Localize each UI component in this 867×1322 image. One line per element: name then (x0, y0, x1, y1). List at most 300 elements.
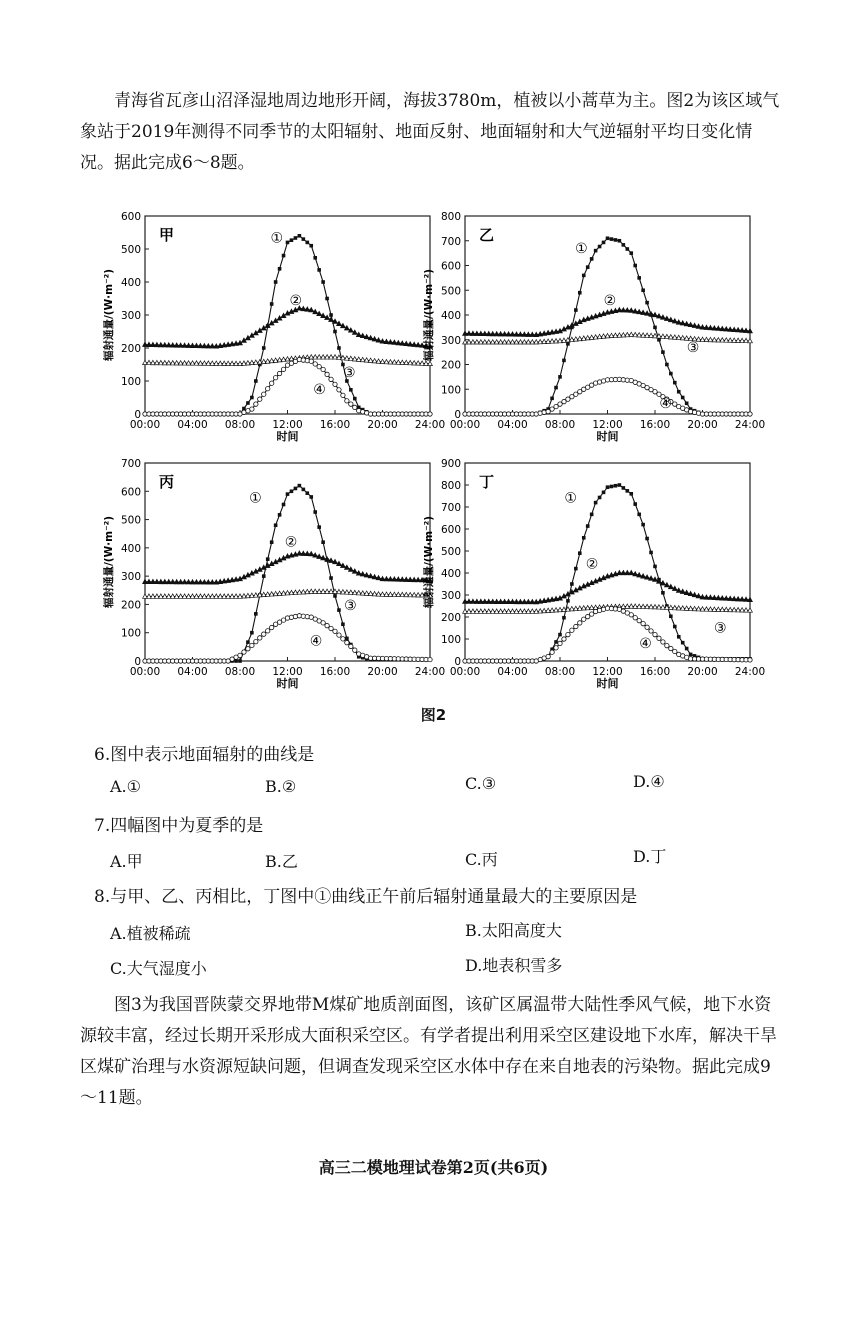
data-point (622, 243, 626, 247)
data-point (325, 372, 329, 376)
series-2 (143, 551, 433, 584)
data-point (645, 537, 649, 541)
data-point (337, 346, 341, 350)
y-tick-label: 800 (440, 480, 461, 492)
data-point (282, 254, 286, 258)
y-tick-label: 800 (440, 211, 461, 223)
data-point (594, 249, 598, 253)
data-point (298, 484, 302, 488)
data-point (566, 632, 570, 636)
data-point (558, 641, 562, 645)
data-point (341, 637, 345, 641)
data-point (653, 632, 657, 636)
data-point (321, 621, 325, 625)
plot-frame (465, 216, 750, 414)
y-tick-label: 700 (440, 235, 461, 248)
data-point (266, 557, 270, 561)
y-tick-label: 0 (454, 656, 461, 668)
data-point (345, 399, 349, 403)
data-point (586, 614, 590, 618)
data-point (250, 643, 254, 647)
data-point (602, 491, 606, 495)
series-2 (143, 306, 433, 348)
data-point (546, 654, 550, 658)
data-point (582, 274, 586, 278)
data-point (274, 280, 278, 284)
data-point (645, 625, 649, 629)
data-point (558, 633, 562, 637)
series-4 (143, 357, 432, 416)
x-tick-label: 24:00 (414, 666, 446, 678)
question-6-stem: 图中表示地面辐射的曲线是 (110, 745, 315, 765)
data-point (313, 510, 317, 514)
data-point (278, 267, 282, 271)
x-tick-label: 20:00 (687, 666, 718, 678)
x-tick-label: 12:00 (592, 419, 623, 431)
data-point (590, 513, 594, 517)
y-tick-label: 100 (120, 627, 141, 640)
x-tick-label: 04:00 (177, 419, 208, 431)
data-point (270, 302, 274, 306)
data-point (653, 565, 657, 569)
data-point (317, 365, 321, 369)
data-point (657, 636, 661, 640)
x-tick-label: 12:00 (272, 666, 303, 678)
data-point (685, 401, 689, 405)
x-tick-label: 16:00 (319, 666, 351, 678)
data-point (629, 492, 633, 496)
data-point (353, 397, 357, 401)
data-point (649, 629, 653, 633)
data-point (302, 237, 306, 241)
data-point (566, 599, 570, 603)
data-point (262, 632, 266, 636)
data-point (550, 397, 554, 401)
series-label-4: ④ (659, 395, 672, 412)
data-point (622, 486, 626, 490)
data-point (582, 536, 586, 540)
question-8-option-d[interactable]: D.地表积雪多 (465, 956, 563, 975)
data-point (586, 265, 590, 269)
data-point (238, 653, 242, 657)
data-point (298, 234, 302, 238)
figure-caption: 图2 (420, 706, 447, 724)
series-label-2: ② (585, 556, 599, 573)
data-point (246, 647, 250, 651)
data-point (254, 639, 258, 643)
x-tick-label: 24:00 (734, 419, 766, 431)
data-point (578, 291, 582, 295)
question-8-number: 8 (94, 887, 105, 907)
data-point (246, 640, 250, 644)
series-3 (143, 589, 433, 598)
data-point (333, 594, 337, 598)
data-point (258, 397, 262, 401)
x-tick-label: 08:00 (224, 666, 256, 678)
data-point (570, 628, 574, 632)
data-point (317, 268, 321, 272)
x-tick-label: 04:00 (177, 666, 208, 678)
y-tick-label: 600 (440, 260, 461, 273)
y-tick-label: 0 (134, 656, 141, 668)
data-point (618, 483, 622, 487)
data-point (349, 402, 353, 406)
data-point (345, 640, 349, 644)
question-6-option-d[interactable]: D.④ (633, 772, 665, 791)
data-point (321, 280, 325, 284)
data-point (558, 375, 562, 379)
data-point (258, 636, 262, 640)
series-label-4: ④ (313, 382, 326, 399)
question-8-option-a[interactable]: A.植被稀疏 (110, 924, 191, 943)
y-tick-label: 200 (120, 599, 141, 612)
data-point (254, 379, 258, 383)
data-point (313, 256, 317, 260)
data-point (266, 629, 270, 633)
data-point (337, 633, 341, 637)
data-point (614, 484, 618, 488)
chart-svg-yi (420, 208, 840, 448)
data-point (637, 618, 641, 622)
data-point (637, 276, 641, 280)
data-point (645, 301, 649, 305)
question-6-option-c[interactable]: C.③ (465, 774, 497, 793)
y-axis-label: 辐射通量/(W·m⁻²) (103, 515, 115, 609)
x-axis-label: 时间 (596, 677, 619, 690)
data-point (278, 513, 282, 517)
data-point (321, 540, 325, 544)
data-point (269, 381, 273, 385)
y-axis-label: 辐射通量/(W·m⁻²) (103, 268, 115, 362)
series-2 (463, 570, 753, 603)
x-tick-label: 00:00 (129, 666, 161, 678)
question-6-number: 6 (94, 745, 105, 765)
data-point (641, 288, 645, 292)
x-axis-label: 时间 (276, 430, 299, 443)
data-point (341, 622, 345, 626)
x-tick-label: 00:00 (129, 419, 161, 431)
data-point (317, 525, 321, 529)
data-point (270, 540, 274, 544)
data-point (637, 513, 641, 517)
data-point (578, 551, 582, 555)
data-point (294, 236, 298, 240)
x-axis-label: 时间 (276, 677, 299, 690)
data-point (554, 386, 558, 390)
y-tick-label: 900 (440, 458, 461, 470)
chart-panel-yi (420, 208, 840, 448)
panel-label: 乙 (479, 226, 495, 244)
y-tick-label: 300 (120, 571, 141, 584)
data-point (345, 637, 349, 641)
data-point (665, 363, 669, 367)
question-8-stem: 与甲、乙、丙相比，丁图中①曲线正午前后辐射通量最大的主要原因是 (110, 887, 638, 907)
data-point (669, 614, 673, 618)
x-tick-label: 16:00 (639, 419, 671, 431)
series-line (145, 236, 430, 414)
series-label-1: ① (270, 230, 284, 247)
series-line (465, 379, 750, 414)
data-point (325, 297, 329, 301)
data-point (337, 608, 341, 612)
series-line (145, 486, 430, 661)
y-tick-label: 500 (120, 244, 141, 256)
series-2 (463, 307, 753, 336)
panel-label: 甲 (159, 226, 175, 244)
data-point (353, 405, 357, 409)
x-tick-label: 20:00 (367, 419, 398, 431)
data-point (673, 649, 677, 653)
y-tick-label: 300 (120, 310, 141, 322)
data-point (629, 251, 633, 255)
data-point (309, 244, 313, 248)
data-point (606, 236, 610, 240)
x-tick-label: 08:00 (544, 419, 576, 431)
data-point (329, 576, 333, 580)
data-point (333, 629, 337, 633)
data-point (562, 616, 566, 620)
series-label-2: ② (284, 534, 298, 551)
x-tick-label: 24:00 (414, 419, 446, 431)
intro-paragraph-1: 青海省瓦彦山沼泽湿地周边地形开阔，海拔3780m，植被以小蒿草为主。图2为该区域气象站于2019年测得不同季节的太阳辐射、地面反射、地面辐射和大气逆辐射平均日变化情况。据此完成6～8题。 (80, 91, 780, 173)
data-point (290, 238, 294, 242)
data-point (286, 241, 290, 245)
data-point (689, 653, 693, 657)
data-point (238, 659, 242, 663)
y-axis-label: 辐射通量/(W·m⁻²) (423, 515, 435, 609)
data-point (602, 241, 606, 245)
series-label-1: ① (249, 490, 262, 507)
y-tick-label: 300 (440, 590, 461, 602)
data-point (633, 616, 637, 620)
data-point (329, 377, 333, 381)
series-1 (143, 484, 432, 663)
y-tick-label: 400 (440, 568, 461, 580)
series-4 (463, 606, 752, 663)
x-tick-label: 08:00 (224, 419, 256, 431)
data-point (681, 396, 685, 400)
data-point (598, 496, 602, 500)
y-tick-label: 400 (120, 542, 141, 555)
series-label-2: ② (289, 293, 303, 310)
data-point (661, 640, 665, 644)
x-tick-label: 00:00 (449, 666, 481, 678)
data-point (574, 624, 578, 628)
data-point (329, 313, 333, 317)
data-point (562, 359, 566, 363)
data-point (589, 612, 593, 616)
data-point (262, 392, 266, 396)
x-tick-label: 00:00 (449, 419, 481, 431)
series-label-2: ② (603, 293, 617, 310)
series-1 (143, 234, 432, 416)
y-tick-label: 100 (120, 376, 141, 388)
question-7-stem: 四幅图中为夏季的是 (110, 816, 264, 836)
x-tick-label: 12:00 (272, 419, 303, 431)
data-point (574, 567, 578, 571)
data-point (269, 625, 273, 629)
data-point (582, 617, 586, 621)
data-point (250, 396, 254, 400)
data-point (633, 502, 637, 506)
y-tick-label: 500 (120, 514, 141, 527)
question-7-option-d[interactable]: D.丁 (633, 847, 667, 866)
data-point (665, 643, 669, 647)
data-point (681, 641, 685, 645)
data-point (341, 393, 345, 397)
data-point (309, 495, 313, 499)
y-tick-label: 700 (120, 458, 141, 470)
data-point (286, 492, 290, 496)
x-tick-label: 20:00 (687, 419, 718, 431)
data-point (266, 387, 270, 391)
data-point (273, 376, 277, 380)
question-8-option-b[interactable]: B.太阳高度大 (465, 921, 562, 940)
series-line (465, 608, 750, 661)
question-6: 6.图中表示地面辐射的曲线是 (94, 745, 315, 765)
data-point (302, 488, 306, 492)
y-tick-label: 200 (120, 343, 141, 355)
question-7-number: 7 (94, 816, 105, 836)
question-7-option-a[interactable]: A.甲 (110, 852, 143, 871)
data-point (349, 644, 353, 648)
plot-frame (465, 463, 750, 661)
data-point (262, 346, 266, 350)
data-point (550, 650, 554, 654)
data-point (321, 367, 325, 371)
question-7-option-b[interactable]: B.乙 (265, 852, 298, 871)
x-axis-label: 时间 (596, 430, 619, 443)
data-point (554, 640, 558, 644)
data-point (337, 388, 341, 392)
data-point (274, 523, 278, 527)
data-point (748, 412, 752, 416)
data-point (625, 247, 629, 251)
x-tick-label: 04:00 (497, 666, 528, 678)
x-tick-label: 08:00 (544, 666, 576, 678)
data-point (661, 591, 665, 595)
x-tick-label: 24:00 (734, 666, 766, 678)
chart-panel-ding (420, 455, 840, 695)
data-point (625, 489, 629, 493)
y-tick-label: 500 (440, 546, 461, 558)
data-point (578, 621, 582, 625)
series-label-3: ③ (342, 365, 356, 382)
data-point (554, 646, 558, 650)
data-point (349, 388, 353, 392)
data-point (633, 264, 637, 268)
y-tick-label: 700 (440, 502, 461, 514)
question-6-option-a[interactable]: A.① (110, 777, 141, 796)
data-point (677, 390, 681, 394)
y-tick-label: 500 (440, 285, 461, 298)
data-point (277, 371, 281, 375)
data-point (562, 637, 566, 641)
data-point (242, 650, 246, 654)
data-point (254, 402, 258, 406)
data-point (281, 367, 285, 371)
intro-paragraph-2: 图3为我国晋陕蒙交界地带M煤矿地质剖面图，该矿区属温带大陆性季风气候，地下水资源较丰富，经过长期开采形成大面积采空区。有学者提出利用采空区建设地下水库，解决干旱区煤矿治理与水资源短缺问题，但调查发现采空区水体中存在来自地表的污染物。据此完成9～11题。 (80, 995, 777, 1108)
series-label-3: ③ (686, 340, 700, 357)
data-point (262, 574, 266, 578)
data-point (673, 381, 677, 385)
data-point (673, 625, 677, 629)
data-point (305, 241, 309, 245)
data-point (250, 407, 254, 411)
page-footer: 高三二模地理试卷第2页(共6页) (318, 1158, 549, 1177)
data-point (653, 326, 657, 330)
data-point (598, 245, 602, 249)
question-8: 8.与甲、乙、丙相比，丁图中①曲线正午前后辐射通量最大的主要原因是 (94, 887, 638, 907)
x-tick-label: 12:00 (592, 666, 623, 678)
y-axis-label: 辐射通量/(W·m⁻²) (423, 268, 435, 362)
data-point (629, 613, 633, 617)
x-tick-label: 20:00 (367, 666, 398, 678)
y-tick-label: 200 (440, 359, 461, 372)
data-point (325, 623, 329, 627)
data-point (669, 646, 673, 650)
series-label-3: ③ (714, 620, 727, 637)
data-point (290, 489, 294, 493)
panel-label: 丙 (159, 473, 175, 491)
question-8-option-c[interactable]: C.大气湿度小 (110, 959, 207, 978)
data-point (586, 524, 590, 528)
data-point (305, 491, 309, 495)
data-point (641, 523, 645, 527)
data-point (570, 582, 574, 586)
question-6-option-b[interactable]: B.② (265, 777, 297, 796)
data-point (594, 501, 598, 505)
data-point (669, 372, 673, 376)
y-tick-label: 400 (120, 277, 141, 289)
y-tick-label: 600 (440, 524, 461, 536)
series-line (145, 360, 430, 414)
data-point (250, 631, 254, 635)
data-point (246, 401, 250, 405)
data-point (590, 257, 594, 261)
y-tick-label: 100 (440, 634, 461, 646)
data-point (649, 551, 653, 555)
y-tick-label: 300 (440, 334, 461, 347)
question-7: 7.四幅图中为夏季的是 (94, 816, 264, 836)
data-point (353, 648, 357, 652)
series-label-4: ④ (309, 633, 323, 650)
series-label-1: ① (564, 490, 577, 507)
data-point (313, 362, 317, 366)
data-point (661, 350, 665, 354)
data-point (685, 647, 689, 651)
data-point (254, 612, 258, 616)
chart-svg-ding (420, 455, 840, 695)
panel-label: 丁 (479, 473, 495, 491)
data-point (618, 239, 622, 243)
x-tick-label: 16:00 (639, 666, 671, 678)
series-1 (463, 236, 752, 415)
data-point (309, 359, 313, 363)
y-tick-label: 0 (134, 409, 141, 421)
data-point (610, 485, 614, 489)
data-point (606, 485, 610, 489)
y-tick-label: 100 (440, 384, 461, 397)
data-point (333, 330, 337, 334)
question-7-option-c[interactable]: C.丙 (465, 850, 498, 869)
data-point (329, 626, 333, 630)
data-point (614, 238, 618, 242)
series-label-3: ③ (344, 598, 357, 615)
data-point (294, 487, 298, 491)
data-point (574, 308, 578, 312)
data-point (748, 658, 752, 662)
